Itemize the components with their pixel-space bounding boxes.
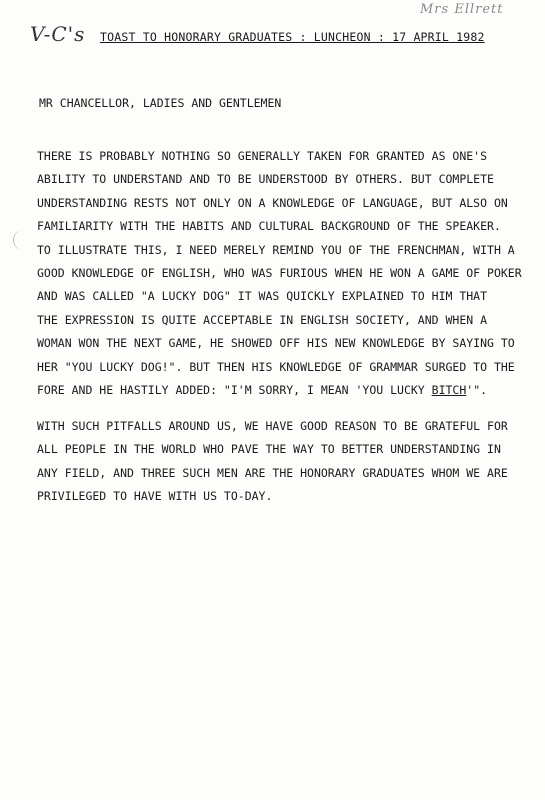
text-line-last — [37, 379, 527, 402]
text-line: HER "YOU LUCKY DOG!". BUT THEN HIS KNOWLEDGE OF GRAMMAR SURGED TO THE — [37, 359, 515, 374]
text-segment: '". — [466, 383, 488, 398]
handwritten-annotation-name: Mrs Ellrett — [420, 2, 504, 17]
text-line: TO ILLUSTRATE THIS, I NEED MERELY REMIND YOU OF THE FRENCHMAN, WITH A — [37, 242, 515, 257]
text-line: GOOD KNOWLEDGE OF ENGLISH, WHO WAS FURIOUS WHEN HE WON A GAME OF POKER — [37, 266, 522, 281]
document-title: TOAST TO HONORARY GRADUATES : LUNCHEON : 17 APRIL 1982 — [100, 30, 485, 44]
paper-mark — [13, 230, 24, 250]
text-segment: FORE AND HE HASTILY ADDED: "I'M SORRY, I MEAN 'YOU LUCKY — [37, 383, 432, 398]
salutation: MR CHANCELLOR, LADIES AND GENTLEMEN — [39, 96, 282, 110]
text-line: ALL PEOPLE IN THE WORLD WHO PAVE THE WAY TO BETTER UNDERSTANDING IN — [37, 442, 501, 457]
handwritten-annotation-vc: V-C's — [30, 22, 86, 46]
text-line: UNDERSTANDING RESTS NOT ONLY ON A KNOWLEDGE OF LANGUAGE, BUT ALSO ON — [37, 195, 508, 210]
text-line: PRIVILEGED TO HAVE WITH US TO-DAY. — [37, 489, 273, 504]
text-line: THERE IS PROBABLY NOTHING SO GENERALLY TAKEN FOR GRANTED AS ONE'S — [37, 149, 488, 163]
underlined-word: BITCH — [431, 383, 467, 398]
text-line: THE EXPRESSION IS QUITE ACCEPTABLE IN ENGLISH SOCIETY, AND WHEN A — [37, 312, 488, 327]
paragraph-2 — [37, 415, 527, 509]
paragraph-1 — [37, 145, 527, 402]
text-line: ABILITY TO UNDERSTAND AND TO BE UNDERSTOOD BY OTHERS. BUT COMPLETE — [37, 172, 494, 187]
text-line: WOMAN WON THE NEXT GAME, HE SHOWED OFF HIS NEW KNOWLEDGE BY SAYING TO — [37, 336, 515, 351]
text-line: FAMILIARITY WITH THE HABITS AND CULTURAL BACKGROUND OF THE SPEAKER. — [37, 219, 501, 234]
text-line: AND WAS CALLED "A LUCKY DOG" IT WAS QUICKLY EXPLAINED TO HIM THAT — [37, 289, 488, 304]
text-line: ANY FIELD, AND THREE SUCH MEN ARE THE HONORARY GRADUATES WHOM WE ARE — [37, 465, 508, 480]
text-line: WITH SUCH PITFALLS AROUND US, WE HAVE GOOD REASON TO BE GRATEFUL FOR — [37, 419, 508, 433]
